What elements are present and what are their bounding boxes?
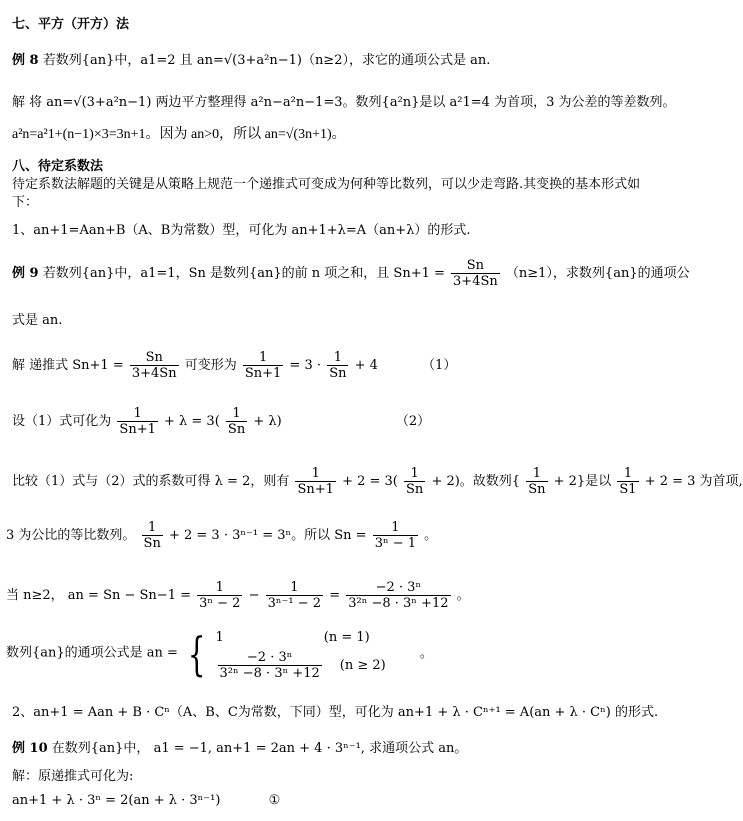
solution9-general-formula: 数列{an}的通项公式是 an = { 1 (n = 1) $\frac{\text{−2 · 3ⁿ}}{\text{3²ⁿ −8 · 3ⁿ +12}}$ (n ≥ 2) 。 bbox=[6, 626, 433, 681]
example8-text: 若数列{an}中，a1=2 且 an=√(3+a²n−1)（n≥2），求它的通项公式是 an. bbox=[42, 53, 491, 68]
recurrence-fraction: $\frac{Sn}{3+4Sn}$ bbox=[453, 258, 498, 289]
equation-tag-1: （1） bbox=[422, 358, 457, 373]
left-brace-icon: { bbox=[187, 626, 206, 681]
example10-label: 例 10 bbox=[12, 741, 48, 756]
example9-text-a: 若数列{an}中，a1=1，Sn 是数列{an}的前 n 项之和，且 Sn+1 = bbox=[42, 266, 445, 281]
example10-line bbox=[12, 740, 467, 758]
example10-text: 在数列{an}中， a1 = −1, an+1 = 2an + 4 · 3ⁿ⁻¹, 求通项公式 an。 bbox=[51, 741, 468, 756]
solution-label: 解 bbox=[12, 95, 26, 110]
solution9-step1: 解 递推式 Sn+1 = $\frac{Sn}{3+4Sn}$ 可变形为 $\frac{1}{Sn+1}$ = 3 · $\frac{1}{Sn}$ + 4 （1） bbox=[12, 350, 457, 381]
solution9-compare: 比较（1）式与（2）式的系数可得 λ = 2，则有 $\frac{1}{Sn+1}$ + 2 = 3( $\frac{1}{Sn}$ + 2)。故数列{ $\frac{1}{Sn}$ + 2}是以 $\frac{1}{S1}$ + 2 = 3 为首项, bbox=[12, 466, 743, 497]
example9-label: 例 9 bbox=[12, 266, 39, 281]
solution9-geometric: 3 为公比的等比数列。 $\frac{1}{Sn}$ + 2 = 3 · 3ⁿ⁻¹ = 3ⁿ。所以 Sn = $\frac{1}{\text{3ⁿ − 1}}$ 。 bbox=[6, 520, 438, 551]
solution-text: 将 an=√(3+a²n−1) 两边平方整理得 a²n−a²n−1=3。数列{a²n}是以 a²1=4 为首项，3 为公差的等差数列。 bbox=[29, 95, 676, 110]
example8-label: 例 8 bbox=[12, 53, 39, 68]
section7-title: 七、平方（开方）法 bbox=[12, 17, 130, 32]
example8-solution bbox=[12, 94, 676, 112]
example8-result: a²n=a²1+(n−1)×3=3n+1。因为 an>0，所以 an=√(3n+1)。 bbox=[12, 127, 346, 142]
solution9-difference: 当 n≥2， an = Sn − Sn−1 = $\frac{1}{\text{3ⁿ − 2}}$ − $\frac{1}{\text{3ⁿ⁻¹ − 2}}$ = $\frac{\text{−2 · 3ⁿ}}{\text{3²ⁿ −8 · 3ⁿ +12}}$ 。 bbox=[6, 580, 470, 611]
form2-text: 2、an+1 = Aan + B · Cⁿ（A、B、C为常数，下同）型，可化为 an+1 + λ · Cⁿ⁺¹ = A(an + λ · Cⁿ) 的形式. bbox=[12, 705, 659, 720]
example9-text-b: （n≥1），求数列{an}的通项公 bbox=[505, 266, 690, 281]
circled-one-tag: ① bbox=[268, 793, 281, 808]
piecewise-cases: 1 (n = 1) $\frac{\text{−2 · 3ⁿ}}{\text{3²ⁿ −8 · 3ⁿ +12}}$ (n ≥ 2) bbox=[215, 630, 386, 681]
solution9-step2: 设（1）式可化为 $\frac{1}{Sn+1}$ + λ = 3( $\frac{1}{Sn}$ + λ) （2） bbox=[12, 406, 431, 437]
section8-intro-line1: 待定系数法解题的关键是从策略上规范一个递推式可变成为何种等比数列，可以少走弯路.其变换的基本形式如 bbox=[12, 177, 641, 192]
example10-solution-label: 解：原递推式可化为: bbox=[12, 769, 134, 784]
form1-text: 1、an+1=Aan+B（A、B为常数）型，可化为 an+1+λ=A（an+λ）的形式. bbox=[12, 223, 471, 238]
equation-tag-2: （2） bbox=[395, 414, 431, 429]
example9-text-c: 式是 an. bbox=[12, 313, 63, 328]
example8-line bbox=[12, 52, 490, 70]
example10-equation: an+1 + λ · 3ⁿ = 2(an + λ · 3ⁿ⁻¹) ① bbox=[12, 793, 281, 808]
section8-title: 八、待定系数法 bbox=[12, 159, 104, 174]
section8-intro-line2: 下： bbox=[12, 195, 39, 210]
example9-line bbox=[12, 258, 690, 289]
